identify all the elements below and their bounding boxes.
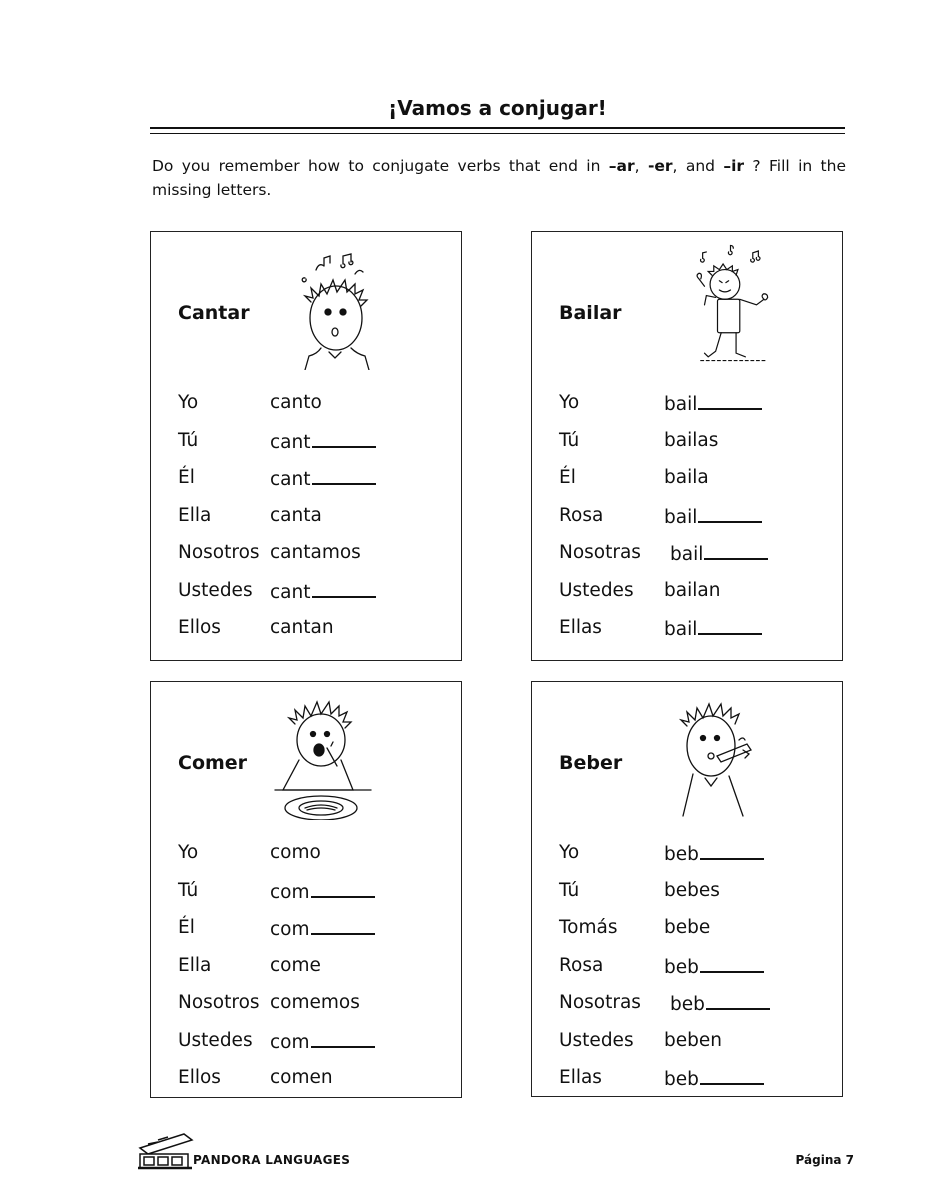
pronoun: Él — [178, 467, 195, 488]
verb-stem: bailan — [664, 579, 721, 601]
pronoun: Él — [178, 917, 195, 938]
conjugation-row — [178, 842, 448, 880]
conjugation-row — [178, 467, 448, 505]
pronoun: Ellas — [559, 617, 602, 638]
verb-stem: cantamos — [270, 542, 361, 563]
verb-stem: bebe — [664, 917, 711, 938]
pronoun: Yo — [559, 842, 580, 863]
fill-in-blank[interactable] — [312, 430, 376, 448]
fill-in-blank[interactable] — [700, 955, 764, 973]
pronoun: Tú — [178, 429, 199, 451]
verb-stem: beb — [664, 1069, 699, 1090]
pronoun: Ustedes — [559, 579, 634, 601]
pronoun: Yo — [559, 392, 580, 413]
conjugation-row — [559, 467, 829, 505]
verb-form — [270, 842, 321, 863]
verb-form — [270, 917, 375, 940]
verb-stem: cant — [270, 581, 311, 603]
verb-form — [270, 1067, 333, 1088]
fill-in-blank[interactable] — [312, 467, 376, 485]
verb-heading: Bailar — [559, 302, 622, 324]
verb-stem: com — [270, 919, 310, 940]
dancing-child-icon — [682, 238, 792, 368]
conjugation-row — [559, 505, 829, 543]
pronoun: Nosotras — [559, 992, 641, 1013]
pronoun: Ella — [178, 954, 212, 976]
conjugation-row — [178, 1067, 448, 1105]
pronoun: Ellas — [559, 1067, 602, 1088]
verb-stem: canto — [270, 392, 322, 413]
footer-brand: PANDORA LANGUAGES — [193, 1153, 351, 1167]
fill-in-blank[interactable] — [311, 880, 375, 898]
singing-child-icon — [291, 240, 401, 370]
pronoun: Yo — [178, 392, 199, 413]
verb-heading: Comer — [178, 752, 248, 774]
verb-form — [270, 542, 361, 563]
verb-form — [270, 955, 321, 976]
verb-form — [664, 467, 709, 488]
conjugation-list — [559, 392, 829, 655]
pronoun: Ustedes — [559, 1029, 634, 1051]
pronoun: Ustedes — [178, 1029, 253, 1051]
fill-in-blank[interactable] — [700, 842, 764, 860]
pronoun: Rosa — [559, 504, 604, 526]
verb-stem: cant — [270, 469, 311, 490]
ending-er: -er — [647, 157, 673, 175]
conjugation-card-cantar — [150, 231, 462, 661]
verb-form — [664, 430, 718, 451]
pronoun: Tomás — [559, 917, 618, 938]
conjugation-row — [559, 617, 829, 655]
conjugation-row — [178, 917, 448, 955]
verb-stem: com — [270, 881, 310, 903]
pronoun: Rosa — [559, 954, 604, 976]
verb-form — [664, 580, 720, 601]
conjugation-row — [559, 1067, 829, 1105]
fill-in-blank[interactable] — [311, 1030, 375, 1048]
fill-in-blank[interactable] — [706, 992, 770, 1010]
pronoun: Tú — [559, 429, 580, 451]
conjugation-row — [178, 505, 448, 543]
pronoun: Yo — [178, 842, 199, 863]
eating-child-icon — [271, 690, 381, 820]
pronoun: Ellos — [178, 1067, 221, 1088]
fill-in-blank[interactable] — [704, 542, 768, 560]
verb-form — [664, 917, 710, 938]
pronoun: Tú — [178, 879, 199, 901]
conjugation-card-comer — [150, 681, 462, 1098]
verb-stem: beben — [664, 1029, 722, 1051]
conjugation-list — [178, 842, 448, 1105]
verb-stem: com — [270, 1031, 310, 1053]
conjugation-row — [178, 880, 448, 918]
verb-stem: bail — [670, 544, 704, 565]
pronoun: Ellos — [178, 617, 221, 638]
conjugation-row — [178, 580, 448, 618]
verb-form — [670, 542, 768, 565]
conjugation-row — [178, 542, 448, 580]
verb-stem: comen — [270, 1067, 333, 1088]
conjugation-row — [559, 992, 829, 1030]
verb-form — [664, 955, 764, 978]
instructions-sep1: , — [634, 157, 648, 175]
page-title: ¡Vamos a conjugar! — [388, 96, 607, 120]
verb-form — [270, 467, 376, 490]
verb-form — [270, 430, 376, 453]
pronoun: Él — [559, 467, 576, 488]
instructions — [152, 154, 846, 202]
fill-in-blank[interactable] — [312, 580, 376, 598]
conjugation-row — [559, 1030, 829, 1068]
page-number: Página 7 — [795, 1153, 854, 1167]
verb-form — [664, 1067, 764, 1090]
verb-form — [270, 580, 376, 603]
verb-stem: bailas — [664, 429, 719, 451]
pronoun: Nosotros — [178, 542, 260, 563]
conjugation-row — [559, 880, 829, 918]
conjugation-row — [178, 617, 448, 655]
conjugation-row — [559, 955, 829, 993]
conjugation-row — [559, 917, 829, 955]
ending-ir: –ir — [723, 157, 745, 175]
conjugation-list — [559, 842, 829, 1105]
verb-stem: bail — [664, 394, 698, 415]
pronoun: Ella — [178, 504, 212, 526]
verb-heading: Beber — [559, 752, 623, 774]
conjugation-row — [559, 392, 829, 430]
title-rule-thin — [150, 133, 845, 134]
verb-stem: beb — [664, 844, 699, 865]
instructions-part1: Do you remember how to conjugate verbs that end in — [152, 157, 609, 175]
verb-stem: bail — [664, 506, 698, 528]
verb-form — [270, 1030, 375, 1053]
verb-heading: Cantar — [178, 302, 250, 324]
fill-in-blank[interactable] — [698, 617, 762, 635]
verb-stem: como — [270, 842, 321, 863]
verb-form — [270, 880, 375, 903]
conjugation-row — [178, 955, 448, 993]
conjugation-row — [178, 1030, 448, 1068]
pronoun: Ustedes — [178, 579, 253, 601]
fill-in-blank[interactable] — [698, 392, 762, 410]
verb-form — [270, 617, 334, 638]
verb-stem: come — [270, 954, 321, 976]
conjugation-row — [559, 430, 829, 468]
pandora-box-logo-icon — [136, 1128, 196, 1170]
conjugation-row — [178, 392, 448, 430]
drinking-child-icon — [667, 690, 777, 820]
conjugation-card-beber — [531, 681, 843, 1097]
verb-stem: bail — [664, 619, 698, 640]
ending-ar: –ar — [608, 157, 635, 175]
verb-form — [270, 992, 360, 1013]
fill-in-blank[interactable] — [698, 505, 762, 523]
verb-stem: bebes — [664, 879, 720, 901]
verb-form — [270, 392, 322, 413]
verb-stem: beb — [670, 994, 705, 1015]
title-rule-thick — [150, 127, 845, 129]
conjugation-row — [178, 430, 448, 468]
conjugation-row — [559, 842, 829, 880]
verb-form — [664, 880, 720, 901]
verb-form — [664, 617, 762, 640]
verb-form — [664, 392, 762, 415]
instructions-part2: ? Fill in the missing letters. — [152, 157, 846, 199]
verb-stem: comemos — [270, 992, 360, 1013]
verb-stem: cant — [270, 431, 311, 453]
conjugation-row — [559, 542, 829, 580]
verb-form — [664, 505, 762, 528]
pronoun: Tú — [559, 879, 580, 901]
verb-form — [270, 505, 322, 526]
fill-in-blank[interactable] — [311, 917, 375, 935]
pronoun: Nosotros — [178, 992, 260, 1013]
pronoun: Nosotras — [559, 542, 641, 563]
verb-stem: cantan — [270, 617, 334, 638]
verb-form — [664, 842, 764, 865]
verb-stem: beb — [664, 956, 699, 978]
conjugation-row — [178, 992, 448, 1030]
conjugation-list — [178, 392, 448, 655]
verb-form — [670, 992, 770, 1015]
instructions-sep2: , and — [672, 157, 724, 175]
conjugation-row — [559, 580, 829, 618]
fill-in-blank[interactable] — [700, 1067, 764, 1085]
conjugation-card-bailar — [531, 231, 843, 661]
verb-form — [664, 1030, 722, 1051]
verb-stem: baila — [664, 467, 709, 488]
verb-stem: canta — [270, 504, 322, 526]
